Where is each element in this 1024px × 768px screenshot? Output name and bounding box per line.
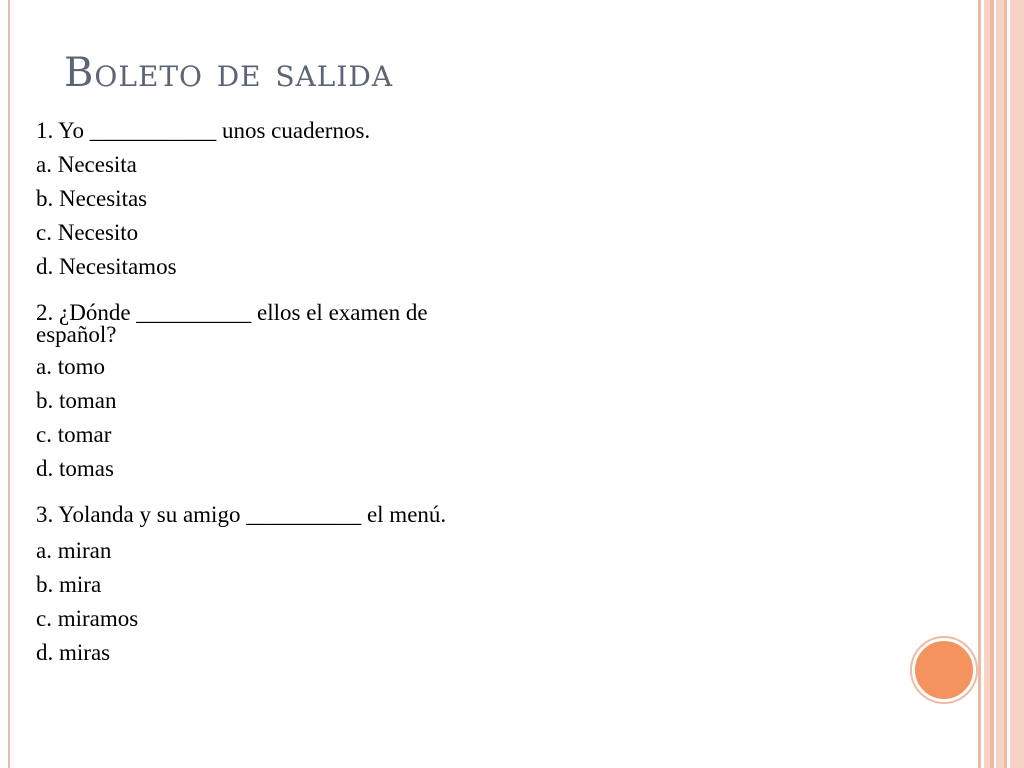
question-block-1	[36, 118, 496, 280]
right-stripe	[1004, 0, 1007, 768]
option-3a: a. miran	[36, 538, 112, 563]
slide-title: Boleto de salida	[64, 50, 394, 96]
option-2a: a. tomo	[36, 354, 105, 379]
option-2d: d. tomas	[36, 456, 114, 481]
option-1c: c. Necesito	[36, 220, 139, 245]
left-border-line	[8, 0, 10, 768]
question-1: 1. Yo ___________ unos cuadernos.	[36, 118, 371, 143]
right-stripe	[1010, 0, 1024, 768]
question-2: 2. ¿Dónde __________ ellos el examen de español?	[36, 300, 428, 347]
option-2b: b. toman	[36, 388, 117, 413]
option-3b: b. mira	[36, 572, 102, 597]
question-3: 3. Yolanda y su amigo __________ el menú.	[36, 502, 447, 527]
option-1a: a. Necesita	[36, 152, 137, 177]
option-3c: c. miramos	[36, 606, 139, 631]
option-1b: b. Necesitas	[36, 186, 148, 211]
right-stripe	[978, 0, 981, 768]
accent-circle	[912, 638, 976, 702]
right-stripe	[996, 0, 1004, 768]
option-2c: c. tomar	[36, 422, 112, 447]
quiz-content	[36, 118, 496, 688]
option-3d: d. miras	[36, 640, 111, 665]
question-block-2	[36, 302, 496, 482]
right-stripe	[990, 0, 994, 768]
option-1d: d. Necesitamos	[36, 254, 177, 279]
question-block-3	[36, 504, 496, 666]
